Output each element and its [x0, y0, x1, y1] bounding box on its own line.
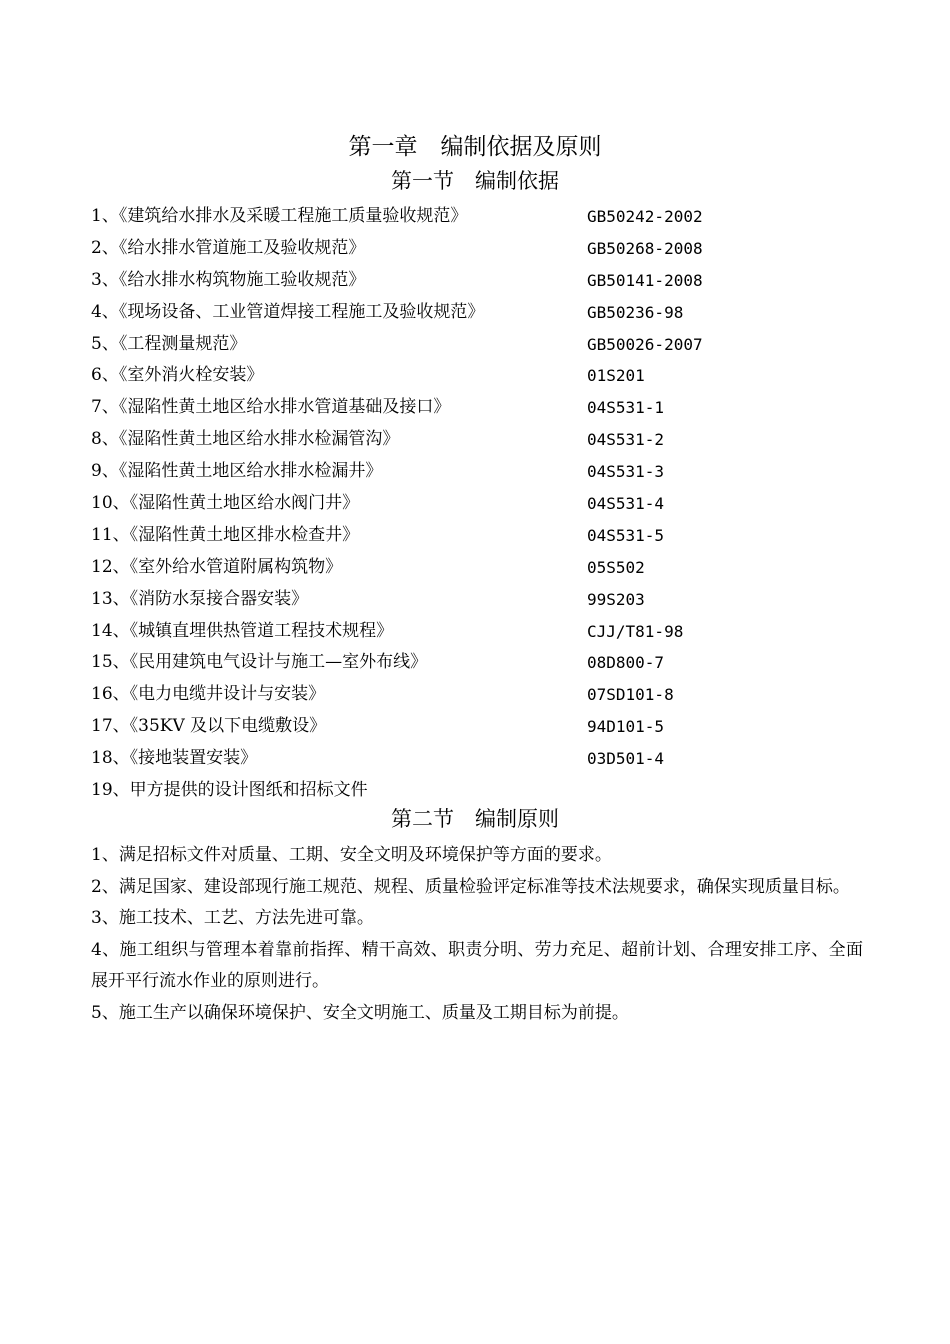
reference-title: 13、《消防水泵接合器安装》: [91, 588, 309, 609]
reference-code: 07SD101-8: [587, 685, 674, 705]
reference-title: 7、《湿陷性黄土地区给水排水管道基础及接口》: [91, 397, 451, 418]
reference-item: [91, 775, 871, 807]
reference-title: 3、《给水排水构筑物施工验收规范》: [91, 269, 366, 290]
reference-title: 19、甲方提供的设计图纸和招标文件: [91, 780, 368, 801]
reference-title: 2、《给水排水管道施工及验收规范》: [91, 237, 366, 258]
chapter-title: 第一章 编制依据及原则: [348, 134, 602, 160]
reference-title: 4、《现场设备、工业管道焊接工程施工及验收规范》: [91, 301, 485, 322]
reference-list: [91, 201, 871, 807]
reference-item: [91, 233, 871, 265]
reference-title: 12、《室外给水管道附属构筑物》: [91, 556, 343, 577]
principles-list: [91, 840, 863, 1029]
reference-title: 10、《湿陷性黄土地区给水阀门井》: [91, 493, 360, 514]
reference-title: 6、《室外消火栓安装》: [91, 365, 264, 386]
reference-item: [91, 616, 871, 648]
reference-item: [91, 392, 871, 424]
reference-item: [91, 679, 871, 711]
reference-code: 04S531-5: [587, 525, 665, 545]
reference-title: 5、《工程测量规范》: [91, 333, 247, 354]
reference-item: [91, 488, 871, 520]
reference-item: [91, 265, 871, 297]
reference-item: [91, 647, 871, 679]
reference-code: 04S531-1: [587, 398, 665, 418]
reference-title: 17、《35KV 及以下电缆敷设》: [91, 716, 327, 737]
reference-code: GB50141-2008: [587, 270, 703, 290]
principle-item: 1、满足招标文件对质量、工期、安全文明及环境保护等方面的要求。: [91, 845, 612, 865]
reference-code: GB50242-2002: [587, 207, 703, 226]
reference-title: 1、《建筑给水排水及采暖工程施工质量验收规范》: [91, 206, 468, 226]
reference-code: 01S201: [587, 366, 645, 386]
section-title-basis: 第一节 编制依据: [391, 169, 559, 193]
reference-code: 04S531-2: [587, 430, 665, 450]
reference-title: 18、《接地装置安装》: [91, 748, 258, 769]
reference-title: 16、《电力电缆井设计与安装》: [91, 684, 326, 705]
reference-code: GB50236-98: [587, 302, 684, 322]
principle-item: 5、施工生产以确保环境保护、安全文明施工、质量及工期目标为前提。: [91, 1002, 629, 1023]
reference-item: [91, 297, 871, 329]
reference-item: [91, 424, 871, 456]
reference-code: 05S502: [587, 557, 645, 577]
reference-item: [91, 711, 871, 743]
reference-title: 11、《湿陷性黄土地区排水检查井》: [91, 524, 360, 545]
reference-title: 15、《民用建筑电气设计与施工—室外布线》: [91, 652, 428, 673]
principle-item: 3、施工技术、工艺、方法先进可靠。: [91, 908, 374, 928]
reference-item: [91, 360, 871, 392]
section-title-principles: 第二节 编制原则: [391, 807, 559, 831]
reference-code: 99S203: [587, 589, 645, 609]
reference-title: 9、《湿陷性黄土地区给水排水检漏井》: [91, 461, 383, 482]
reference-code: 94D101-5: [587, 717, 665, 737]
reference-item: [91, 201, 871, 233]
reference-code: 08D800-7: [587, 653, 665, 673]
reference-title: 14、《城镇直埋供热管道工程技术规程》: [91, 620, 394, 641]
reference-item: [91, 456, 871, 488]
reference-title: 8、《湿陷性黄土地区给水排水检漏管沟》: [91, 429, 400, 450]
reference-item: [91, 520, 871, 552]
reference-item: [91, 743, 871, 775]
principle-item: 2、满足国家、建设部现行施工规范、规程、质量检验评定标准等技术法规要求，确保实现质量目标。: [91, 876, 850, 897]
reference-code: 04S531-4: [587, 494, 665, 514]
reference-code: 03D501-4: [587, 749, 665, 769]
reference-code: CJJ/T81-98: [587, 621, 684, 641]
principle-item: 4、施工组织与管理本着靠前指挥、精干高效、职责分明、劳力充足、超前计划、合理安排工序、全面展开平行流水作业的原则进行。: [91, 939, 863, 991]
reference-item: [91, 584, 871, 616]
reference-code: 04S531-3: [587, 462, 665, 482]
reference-item: [91, 552, 871, 584]
reference-code: GB50026-2007: [587, 334, 703, 354]
reference-code: GB50268-2008: [587, 238, 703, 258]
reference-item: [91, 329, 871, 361]
